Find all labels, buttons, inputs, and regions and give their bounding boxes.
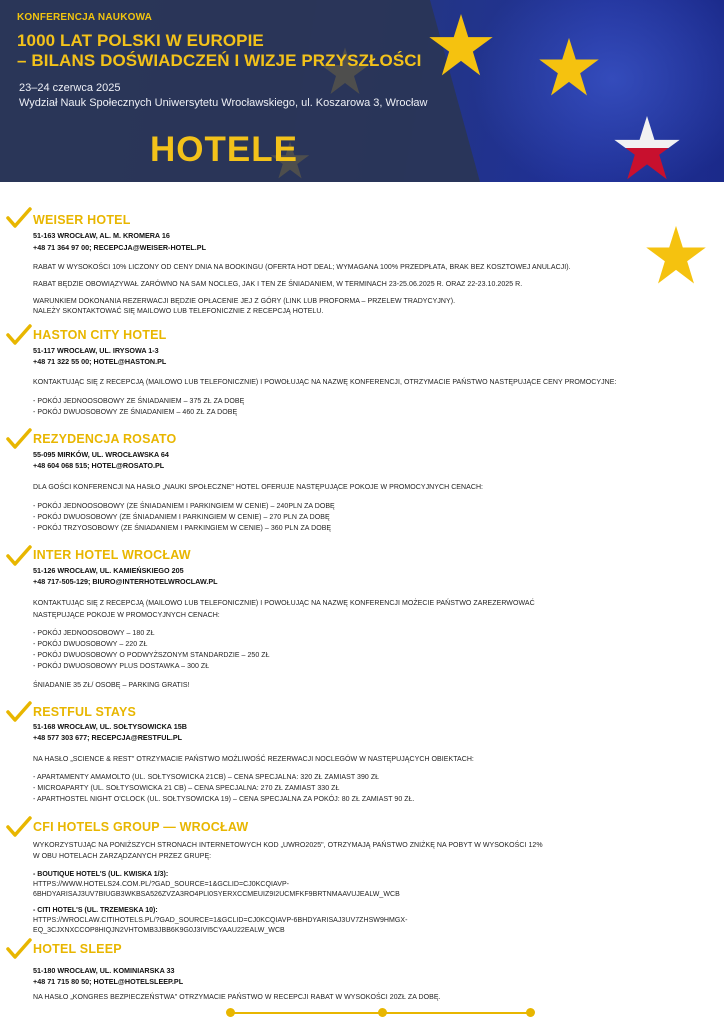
checkmark-icon: [6, 545, 32, 567]
polish-star-icon: [612, 114, 682, 182]
offer-text: - MICROAPARTY (UL. SOŁTYSOWICKA 21 CB) – CENA SPECJALNA: 270 ZŁ ZAMIAST 330 ZŁ: [33, 785, 340, 792]
header-banner: [0, 0, 724, 182]
conference-kicker: KONFERENCJA NAUKOWA: [17, 12, 153, 23]
offer-text: NA HASŁO „SCIENCE & REST" OTRZYMACIE PAŃSTWO MOŻLIWOŚĆ REZERWACJI NOCLEGÓW W NASTĘPUJĄCYCH OBIEKTACH:: [33, 756, 474, 763]
offer-text: DLA GOŚCI KONFERENCJI NA HASŁO „NAUKI SPOŁECZNE" HOTEL OFERUJE NASTĘPUJĄCE POKOJE W PROMOCYJNYCH CENACH:: [33, 484, 484, 491]
hotel-name: WEISER HOTEL: [33, 213, 131, 227]
offer-text: - POKÓJ DWUOSOBOWY (ZE ŚNIADANIEM I PARKINGIEM W CENIE) – 270 PLN ZA DOBĘ: [33, 514, 330, 521]
offer-text: WYKORZYSTUJĄC NA PONIŻSZYCH STRONACH INTERNETOWYCH KOD „UWRO2025", OTRZYMAJĄ PAŃSTWO ZNIŻKĘ NA POBYT W WYSOKOŚCI 12%: [33, 842, 543, 849]
hotel-name: REZYDENCJA ROSATO: [33, 432, 177, 446]
conference-title-line1: 1000 LAT POLSKI W EUROPIE: [17, 31, 264, 50]
checkmark-icon: [6, 428, 32, 450]
conference-title-line2: – BILANS DOŚWIADCZEŃ I WIZJE PRZYSZŁOŚCI: [17, 51, 422, 70]
offer-text: RABAT W WYSOKOŚCI 10% LICZONY OD CENY DNIA NA BOOKINGU (OFERTA HOT DEAL; WYMAGANA 100% PRZEDPŁATA, BRAK BEZ KOSZTOWEJ ANULACJI).: [33, 264, 571, 271]
offer-text: WARUNKIEM DOKONANIA REZERWACJI BĘDZIE OPŁACENIE JEJ Z GÓRY (LINK LUB PROFORMA – PRZELEW TRADYCYJNY).: [33, 298, 456, 305]
page-title: HOTELE: [150, 130, 298, 169]
booking-link[interactable]: 6BHDYARISAJ3UV7BIUGB3WKBSA526ZVZA3RO4PLI0SYERXCCMEUIZ9I2UCMFKF9BRTNMAAVUJEALW_WCB: [33, 891, 400, 898]
hotel-name: CFI HOTELS GROUP — WROCŁAW: [33, 820, 249, 834]
footer-dot: [526, 1008, 535, 1017]
hotel-contact[interactable]: +48 71 715 80 50; HOTEL@HOTELSLEEP.PL: [33, 977, 184, 986]
offer-text: - POKÓJ JEDNOOSOBOWY (ZE ŚNIADANIEM I PARKINGIEM W CENIE) – 240PLN ZA DOBĘ: [33, 503, 335, 510]
checkmark-icon: [6, 207, 32, 229]
hotel-contact[interactable]: +48 71 364 97 00; RECEPCJA@WEISER-HOTEL.PL: [33, 243, 206, 252]
offer-text: - POKÓJ DWUOSOBOWY ZE ŚNIADANIEM – 460 ZŁ ZA DOBĘ: [33, 409, 238, 416]
offer-text: - POKÓJ DWUOSOBOWY O PODWYŻSZONYM STANDARDZIE – 250 ZŁ: [33, 652, 270, 659]
hotel-address: 55-095 MIRKÓW, UL. WROCŁAWSKA 64: [33, 450, 169, 459]
hotel-address: 51-117 WROCŁAW, UL. IRYSOWA 1-3: [33, 346, 159, 355]
booking-link[interactable]: HTTPS://WROCLAW.CITIHOTELS.PL/?GAD_SOURCE=1&GCLID=CJ0KCQIAVP-6BHDYARISAJ3UV7ZHSW9HMGX-: [33, 917, 408, 924]
decorative-star-icon: [644, 224, 708, 286]
footer-dot: [226, 1008, 235, 1017]
footer-dot: [378, 1008, 387, 1017]
hotel-address: 51-180 WROCŁAW, UL. KOMINIARSKA 33: [33, 966, 175, 975]
hotel-address: 51-163 WROCŁAW, AL. M. KROMERA 16: [33, 231, 170, 240]
hotel-contact[interactable]: +48 577 303 677; RECEPCJA@RESTFUL.PL: [33, 733, 183, 742]
checkmark-icon: [6, 324, 32, 346]
offer-text: - APARTAMENTY AMAMOLTO (UL. SOŁTYSOWICKA 21CB) – CENA SPECJALNA: 320 ZŁ ZAMIAST 390 ZŁ: [33, 774, 380, 781]
offer-text: KONTAKTUJĄC SIĘ Z RECEPCJĄ (MAILOWO LUB TELEFONICZNIE) I POWOŁUJĄC NA NAZWĘ KONFERENCJI MOŻECIE PAŃSTWO ZAREZERWOWAĆ: [33, 600, 535, 607]
offer-text: W OBU HOTELACH ZARZĄDZANYCH PRZEZ GRUPĘ:: [33, 853, 212, 860]
offer-text: NASTĘPUJĄCE POKOJE W PROMOCYJNYCH CENACH:: [33, 612, 220, 619]
eu-star-icon: [428, 12, 494, 78]
offer-text: - POKÓJ DWUOSOBOWY PLUS DOSTAWKA – 300 ZŁ: [33, 663, 210, 670]
hotel-name: HASTON CITY HOTEL: [33, 328, 167, 342]
offer-text: KONTAKTUJĄC SIĘ Z RECEPCJĄ (MAILOWO LUB TELEFONICZNIE) I POWOŁUJĄC NA NAZWĘ KONFERENCJI, OTRZYMACIE PAŃSTWO NASTĘPUJĄCE CENY PROMOCYJNE:: [33, 379, 617, 386]
offer-text: NA HASŁO „KONGRES BEZPIECZEŃSTWA" OTRZYMACIE PAŃSTWO W RECEPCJI RABAT W WYSOKOŚCI 20ZŁ ZA DOBĘ.: [33, 994, 441, 1001]
conference-date: 23–24 czerwca 2025: [19, 82, 121, 94]
eu-star-icon: [538, 36, 600, 98]
hotel-address: 51-168 WROCŁAW, UL. SOŁTYSOWICKA 15B: [33, 722, 187, 731]
hotel-address: 51-126 WROCŁAW, UL. KAMIEŃSKIEGO 205: [33, 566, 184, 575]
hotel-name: HOTEL SLEEP: [33, 942, 122, 956]
hotel-contact[interactable]: +48 717-505-129; BIURO@INTERHOTELWROCLAW.PL: [33, 577, 218, 586]
hotel-name: INTER HOTEL WROCŁAW: [33, 548, 191, 562]
checkmark-icon: [6, 701, 32, 723]
offer-text: - POKÓJ TRZYOSOBOWY (ZE ŚNIADANIEM I PARKINGIEM W CENIE) – 360 PLN ZA DOBĘ: [33, 525, 332, 532]
hotel-contact[interactable]: +48 71 322 55 00; HOTEL@HASTON.PL: [33, 357, 167, 366]
booking-link[interactable]: EQ_3CJXNXCCOP8HIQJN2VHTOMB3JBB6K9G0J3IVI5CYAAU22EALW_WCB: [33, 927, 285, 934]
offer-text: ŚNIADANIE 35 ZŁ/ OSOBĘ – PARKING GRATIS!: [33, 682, 190, 689]
offer-text: - POKÓJ JEDNOOSOBOWY ZE ŚNIADANIEM – 375 ZŁ ZA DOBĘ: [33, 398, 245, 405]
hotel-subheading: - CITI HOTEL'S (UL. TRZEMESKA 10):: [33, 907, 158, 914]
conference-place: Wydział Nauk Społecznych Uniwersytetu Wrocławskiego, ul. Koszarowa 3, Wrocław: [19, 97, 428, 109]
hotel-name: RESTFUL STAYS: [33, 705, 137, 719]
hotel-contact[interactable]: +48 604 068 515; HOTEL@ROSATO.PL: [33, 461, 165, 470]
offer-text: - POKÓJ DWUOSOBOWY – 220 ZŁ: [33, 641, 148, 648]
offer-text: NALEŻY SKONTAKTOWAĆ SIĘ MAILOWO LUB TELEFONICZNIE Z RECEPCJĄ HOTELU.: [33, 308, 324, 315]
offer-text: - APARTHOSTEL NIGHT O'CLOCK (UL. SOŁTYSOWICKA 19) – CENA SPECJALNA ZA POKÓJ: 80 ZŁ ZAMIAST 90 ZŁ.: [33, 796, 415, 803]
checkmark-icon: [6, 938, 32, 960]
offer-text: RABAT BĘDZIE OBOWIĄZYWAŁ ZARÓWNO NA SAM NOCLEG, JAK I TEN ZE ŚNIADANIEM, W TERMINACH 23-25.06.2025 R. ORAZ 22-23.10.2025 R.: [33, 281, 523, 288]
checkmark-icon: [6, 816, 32, 838]
booking-link[interactable]: HTTPS://WWW.HOTELS24.COM.PL/?GAD_SOURCE=1&GCLID=CJ0KCQIAVP-: [33, 881, 290, 888]
offer-text: - POKÓJ JEDNOOSOBOWY – 180 ZŁ: [33, 630, 155, 637]
hotel-subheading: - BOUTIQUE HOTEL'S (UL. KWISKA 1/3):: [33, 871, 169, 878]
